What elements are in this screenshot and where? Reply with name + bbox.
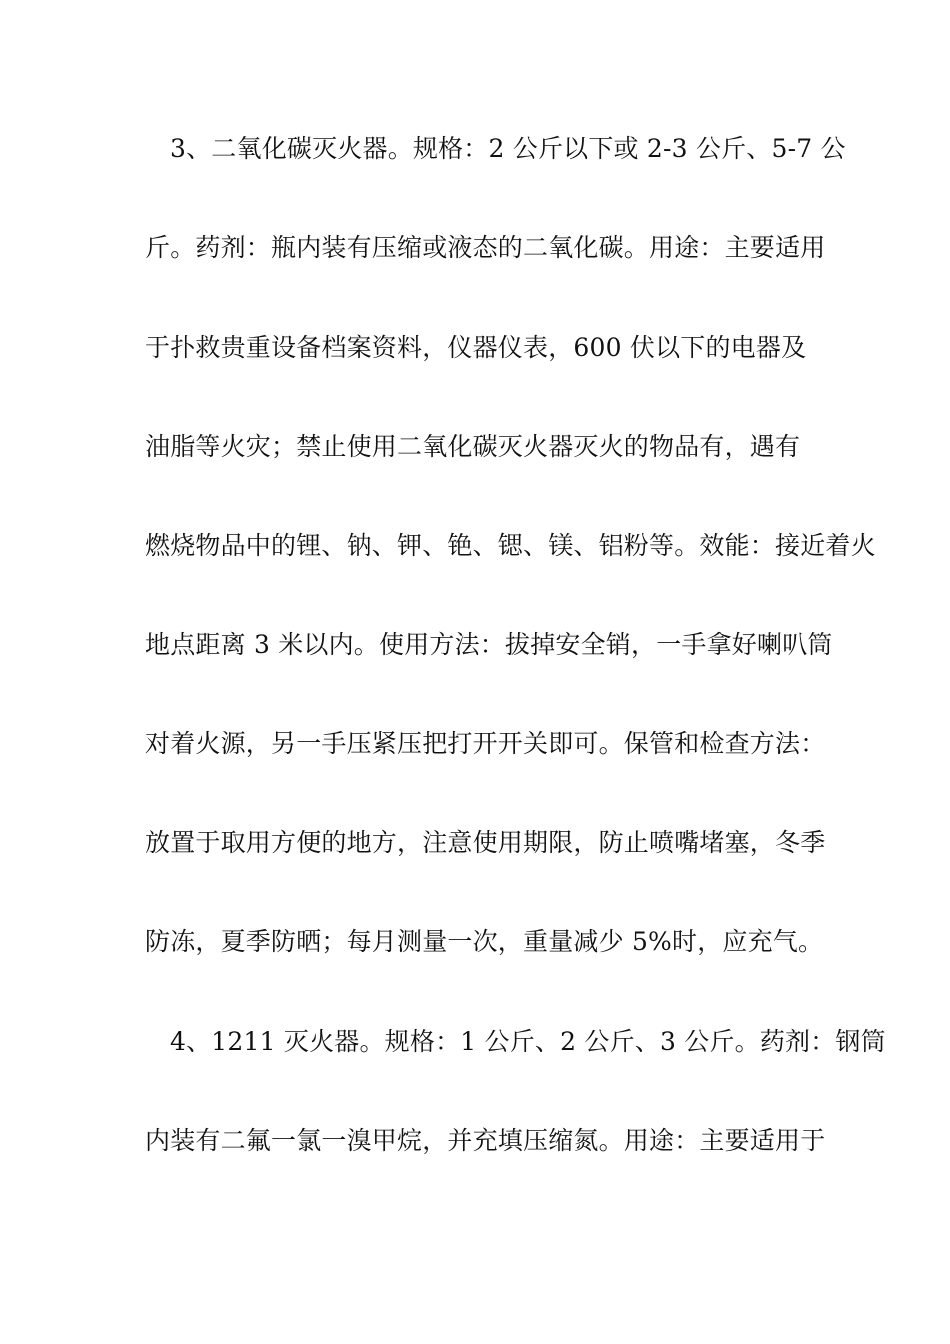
paragraph-line: 防冻，夏季防晒；每月测量一次，重量减少 5%时，应充气。 bbox=[145, 927, 824, 956]
paragraph-line: 地点距离 3 米以内。使用方法：拔掉安全销，一手拿好喇叭筒 bbox=[145, 630, 833, 659]
paragraph-line: 于扑救贵重设备档案资料，仪器仪表，600 伏以下的电器及 bbox=[145, 333, 807, 362]
paragraph-line: 斤。药剂：瓶内装有压缩或液态的二氧化碳。用途：主要适用 bbox=[145, 233, 826, 262]
paragraph-line: 放置于取用方便的地方，注意使用期限，防止喷嘴堵塞，冬季 bbox=[145, 828, 826, 857]
paragraph-line: 油脂等火灾；禁止使用二氧化碳灭火器灭火的物品有，遇有 bbox=[145, 432, 801, 461]
paragraph-line: 燃烧物品中的锂、钠、钾、铯、锶、镁、铝粉等。效能：接近着火 bbox=[145, 531, 876, 560]
paragraph-line: 3、二氧化碳灭火器。规格：2 公斤以下或 2-3 公斤、5-7 公 bbox=[170, 134, 846, 163]
paragraph-line: 4、1211 灭火器。规格：1 公斤、2 公斤、3 公斤。药剂：钢筒 bbox=[170, 1027, 886, 1056]
paragraph-line: 内装有二氟一氯一溴甲烷，并充填压缩氮。用途：主要适用于 bbox=[145, 1126, 826, 1155]
paragraph-line: 对着火源，另一手压紧压把打开开关即可。保管和检查方法： bbox=[145, 729, 826, 758]
